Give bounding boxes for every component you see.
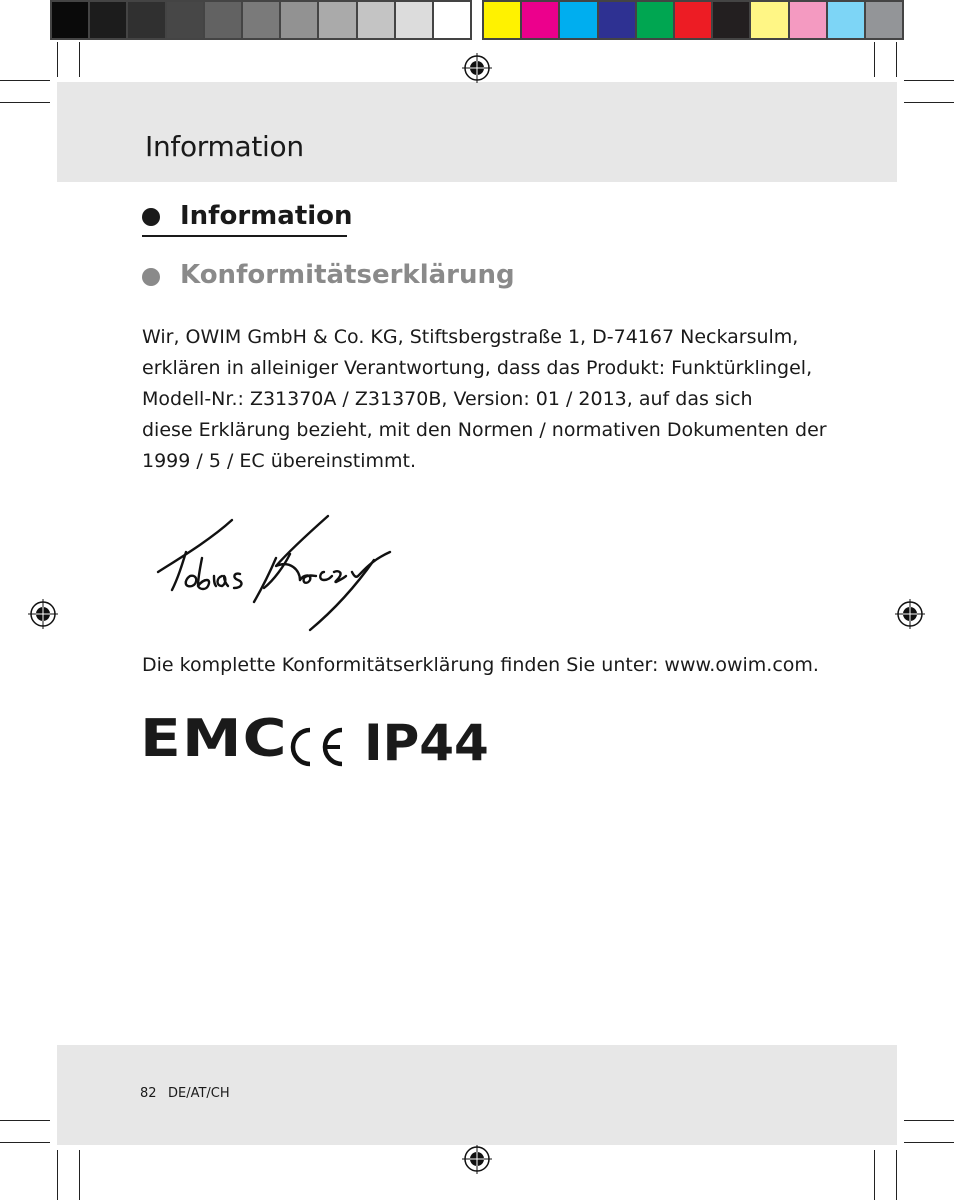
calibration-swatch <box>866 2 902 38</box>
calibration-swatch <box>281 2 319 38</box>
crop-mark <box>0 1142 50 1143</box>
grayscale-calibration-bar <box>50 0 472 40</box>
declaration-line: 1999 / 5 / EC übereinstimmt. <box>142 450 417 472</box>
crop-mark <box>874 1150 875 1200</box>
crop-mark <box>904 1120 954 1121</box>
calibration-swatch <box>675 2 713 38</box>
section-heading-konformitaet: Konformitätserklärung <box>180 260 515 290</box>
crop-mark <box>904 102 954 103</box>
crop-mark <box>79 1150 80 1200</box>
section-heading-information: Information <box>180 201 353 231</box>
heading-underline <box>142 235 347 237</box>
calibration-swatch <box>319 2 357 38</box>
crop-mark <box>0 80 50 81</box>
crop-mark <box>0 1120 50 1121</box>
calibration-swatch <box>828 2 866 38</box>
declaration-line: erklären in alleiniger Verantwortung, dass das Produkt: Funktürklingel, <box>142 357 813 379</box>
ce-mark-icon <box>288 727 346 767</box>
registration-mark-icon <box>894 598 926 630</box>
calibration-swatch <box>52 2 90 38</box>
bullet-icon <box>142 208 160 226</box>
calibration-swatch <box>522 2 560 38</box>
calibration-swatch <box>484 2 522 38</box>
bullet-icon <box>142 268 160 286</box>
calibration-swatch <box>205 2 243 38</box>
crop-mark <box>57 42 58 77</box>
registration-mark-icon <box>27 598 59 630</box>
calibration-swatch <box>90 2 128 38</box>
declaration-line: Wir, OWIM GmbH & Co. KG, Stiftsbergstraße 1, D-74167 Neckarsulm, <box>142 326 799 348</box>
calibration-swatch <box>560 2 598 38</box>
signature-image <box>150 510 410 635</box>
registration-mark-icon <box>461 52 493 84</box>
crop-mark <box>904 80 954 81</box>
crop-mark <box>874 42 875 77</box>
calibration-swatch <box>243 2 281 38</box>
calibration-swatch <box>434 2 470 38</box>
registration-mark-icon <box>461 1143 493 1175</box>
crop-mark <box>904 1142 954 1143</box>
page-title: Information <box>145 130 304 163</box>
crop-mark <box>896 42 897 77</box>
crop-mark <box>0 102 50 103</box>
color-calibration-bar <box>482 0 904 40</box>
crop-mark <box>79 42 80 77</box>
calibration-swatch <box>128 2 166 38</box>
crop-mark <box>57 1150 58 1200</box>
calibration-swatch <box>790 2 828 38</box>
calibration-swatch <box>167 2 205 38</box>
footer-region: DE/AT/CH <box>168 1086 230 1101</box>
declaration-paragraph <box>142 322 832 477</box>
calibration-swatch <box>713 2 751 38</box>
ip44-mark: IP44 <box>364 714 489 772</box>
calibration-swatch <box>751 2 789 38</box>
declaration-line: Modell-Nr.: Z31370A / Z31370B, Version: 01 / 2013, auf das sich <box>142 388 753 410</box>
calibration-swatch <box>599 2 637 38</box>
declaration-line: diese Erklärung bezieht, mit den Normen / normativen Dokumenten der <box>142 419 827 441</box>
emc-mark: EMC <box>140 709 288 769</box>
page-number: 82 <box>140 1086 157 1101</box>
calibration-swatch <box>637 2 675 38</box>
full-declaration-link-text: Die komplette Konformitätserklärung finden Sie unter: www.owim.com. <box>142 654 819 676</box>
calibration-swatch <box>358 2 396 38</box>
crop-mark <box>896 1150 897 1200</box>
calibration-swatch <box>396 2 434 38</box>
